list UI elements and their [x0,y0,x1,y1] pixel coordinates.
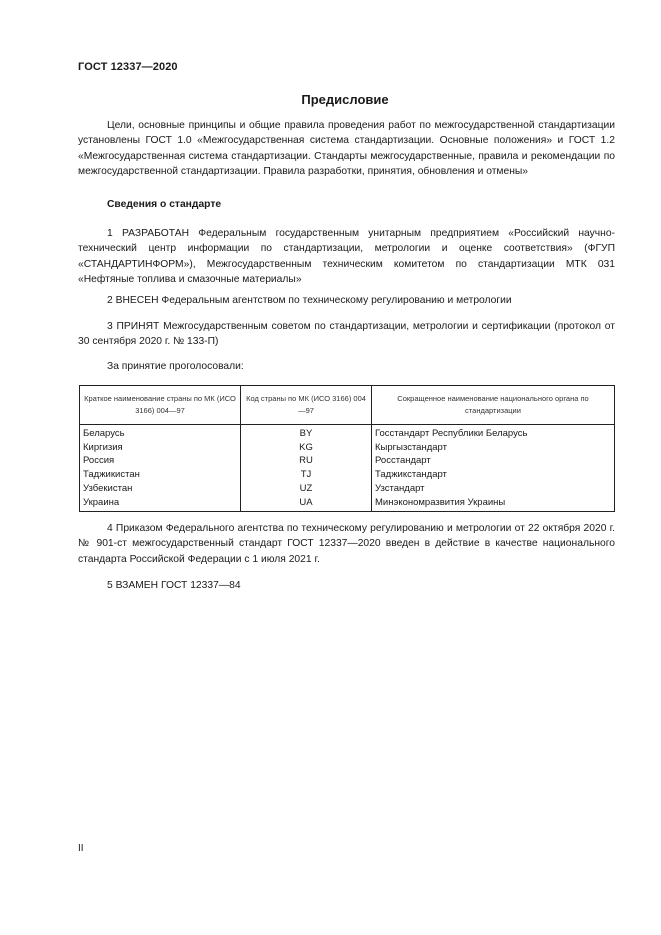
code-cell: UZ [241,482,372,496]
item-4-text: 4 Приказом Федерального агентства по техническому регулированию и метрологии от 22 октября 2020 г. № 901-ст межгосударственный стандарт ГОСТ 12337—2020 введен в действие в качестве национального стандарта Российской Федерации с 1 июля 2021 г. [78,523,615,565]
code-cell: TJ [241,468,372,482]
item-1-text: 1 РАЗРАБОТАН Федеральным государственным унитарным предприятием «Российский научно-технический центр информации по стандартизации, метрологии и оценке соответствия» (ФГУП «СТАНДАРТИНФОРМ»), Межгосударственным техническим комитетом по стандартизации МТК 031 «Нефтяные топлива и смазочные материалы» [78,228,615,286]
section-heading: Сведения о стандарте [107,199,222,210]
code-cell: RU [241,454,372,468]
voting-table [79,385,615,512]
table-header-country: Краткое наименование страны по МК (ИСО 3166) 004—97 [80,386,241,425]
document-header: ГОСТ 12337—2020 [78,61,178,73]
item-5-paragraph [78,578,615,593]
body-cell: Таджикстандарт [372,468,615,482]
body-cell: Госстандарт Республики Беларусь [372,425,615,441]
body-cell: Узстандарт [372,482,615,496]
code-cell: UA [241,496,372,512]
vote-intro-text: За принятие проголосовали: [107,361,244,372]
intro-text: Цели, основные принципы и общие правила проведения работ по межгосударственной стандартизации установлены ГОСТ 1.0 «Межгосударственная система стандартизации. Основные положения» и ГОСТ 1.2 «Межгосударственная система стандартизации. Стандарты межгосударственные, правила и рекомендации по межгосударственной стандартизации. Правила разработки, принятия, обновления и отмены» [78,120,615,178]
item-4-paragraph [78,521,615,567]
item-3-text: 3 ПРИНЯТ Межгосударственным советом по стандартизации, метрологии и сертификации (протокол от 30 сентября 2020 г. № 133-П) [78,321,615,348]
table-row [80,441,615,455]
code-cell: BY [241,425,372,441]
country-cell: Беларусь [80,425,241,441]
body-cell: Минэкономразвития Украины [372,496,615,512]
table-header-row [80,386,615,425]
item-1-paragraph [78,226,615,288]
table-header-body: Сокращенное наименование национального органа по стандартизации [372,386,615,425]
country-cell: Узбекистан [80,482,241,496]
country-cell: Таджикистан [80,468,241,482]
item-3-paragraph [78,319,615,350]
item-2-text: 2 ВНЕСЕН Федеральным агентством по техническому регулированию и метрологии [107,295,512,306]
country-cell: Украина [80,496,241,512]
page-title: Предисловие [301,92,389,107]
item-5-text: 5 ВЗАМЕН ГОСТ 12337—84 [107,580,241,591]
table-row [80,425,615,441]
item-2-paragraph [78,293,615,308]
table-header-code: Код страны по МК (ИСО 3166) 004—97 [241,386,372,425]
table-row [80,496,615,512]
page-number: II [78,843,84,854]
code-cell: KG [241,441,372,455]
country-cell: Киргизия [80,441,241,455]
body-cell: Кыргызстандарт [372,441,615,455]
vote-intro-paragraph [78,359,615,374]
country-cell: Россия [80,454,241,468]
intro-paragraph [78,118,615,180]
table-row [80,482,615,496]
table-row [80,468,615,482]
body-cell: Росстандарт [372,454,615,468]
table-row [80,454,615,468]
